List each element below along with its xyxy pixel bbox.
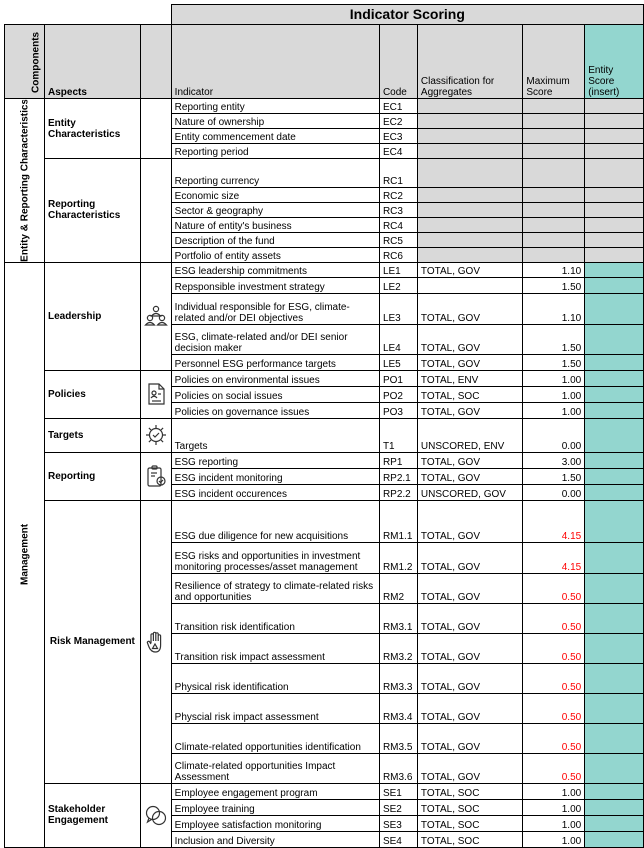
code-cell: LE2 xyxy=(379,277,417,293)
aspects-header: Aspects xyxy=(45,25,141,99)
entity-score-input[interactable] xyxy=(585,799,644,815)
table-row xyxy=(5,370,644,386)
max-score-cell: 1.00 xyxy=(523,370,585,386)
indicator-cell: Climate-related opportunities identification xyxy=(171,723,379,753)
classification-cell xyxy=(417,144,522,159)
entity-score-input[interactable] xyxy=(585,468,644,484)
classification-cell xyxy=(417,277,522,293)
code-cell: SE3 xyxy=(379,815,417,831)
classification-cell: TOTAL, ENV xyxy=(417,370,522,386)
aspect-policies: Policies xyxy=(45,370,141,418)
entity-score-input[interactable] xyxy=(585,815,644,831)
indicator-cell: Reporting period xyxy=(171,144,379,159)
aspect-icon-cell xyxy=(140,99,171,159)
code-cell: EC1 xyxy=(379,99,417,114)
entity-score-input[interactable] xyxy=(585,247,644,262)
entity-score-input[interactable] xyxy=(585,114,644,129)
indicator-cell: Policies on environmental issues xyxy=(171,370,379,386)
icon-column-header xyxy=(140,25,171,99)
table-title: Indicator Scoring xyxy=(171,5,643,25)
code-cell: EC3 xyxy=(379,129,417,144)
entity-score-input[interactable] xyxy=(585,542,644,573)
code-cell: RM3.1 xyxy=(379,603,417,633)
raised-hand-warning-icon xyxy=(144,630,168,654)
code-cell: RP2.2 xyxy=(379,484,417,500)
code-cell: RM1.1 xyxy=(379,500,417,542)
classification-cell xyxy=(417,99,522,114)
entity-score-input[interactable] xyxy=(585,202,644,217)
entity-score-input[interactable] xyxy=(585,144,644,159)
max-score-cell: 1.50 xyxy=(523,354,585,370)
max-score-cell: 1.50 xyxy=(523,277,585,293)
indicator-cell: ESG, climate-related and/or DEI senior decision maker xyxy=(171,324,379,354)
code-cell: RM1.2 xyxy=(379,542,417,573)
aspect-icon-cell xyxy=(140,418,171,452)
max-score-cell xyxy=(523,202,585,217)
classification-cell: TOTAL, SOC xyxy=(417,386,522,402)
classification-cell: TOTAL, GOV xyxy=(417,633,522,663)
entity-score-input[interactable] xyxy=(585,783,644,799)
people-group-icon xyxy=(144,304,168,328)
entity-score-input[interactable] xyxy=(585,354,644,370)
component-entity-reporting: Entity & Reporting Characteristics xyxy=(5,99,45,263)
entity-score-input[interactable] xyxy=(585,324,644,354)
indicator-cell: Climate-related opportunities Impact Assessment xyxy=(171,753,379,783)
classification-cell: TOTAL, SOC xyxy=(417,815,522,831)
indicator-cell: Policies on social issues xyxy=(171,386,379,402)
indicator-scoring-table xyxy=(4,4,644,848)
table-row xyxy=(5,159,644,188)
classification-cell: UNSCORED, GOV xyxy=(417,484,522,500)
aspect-icon-cell xyxy=(140,452,171,500)
max-score-cell: 1.50 xyxy=(523,468,585,484)
entity-score-input[interactable] xyxy=(585,129,644,144)
classification-cell: TOTAL, GOV xyxy=(417,402,522,418)
code-cell: LE1 xyxy=(379,262,417,277)
code-cell: RM3.4 xyxy=(379,693,417,723)
aspect-reporting: Reporting xyxy=(45,452,141,500)
classification-cell xyxy=(417,129,522,144)
entity-score-input[interactable] xyxy=(585,418,644,452)
indicator-cell: ESG leadership commitments xyxy=(171,262,379,277)
classification-cell: TOTAL, GOV xyxy=(417,542,522,573)
classification-cell: TOTAL, SOC xyxy=(417,783,522,799)
max-score-cell xyxy=(523,99,585,114)
table-row xyxy=(5,418,644,452)
indicator-cell: Economic size xyxy=(171,187,379,202)
indicator-cell: Employee engagement program xyxy=(171,783,379,799)
code-cell: PO1 xyxy=(379,370,417,386)
indicator-cell: Reporting entity xyxy=(171,99,379,114)
entity-score-input[interactable] xyxy=(585,500,644,542)
classification-header: Classification for Aggregates xyxy=(417,25,522,99)
code-cell: RM2 xyxy=(379,573,417,603)
classification-cell: TOTAL, SOC xyxy=(417,831,522,847)
indicator-cell: ESG reporting xyxy=(171,452,379,468)
entity-score-input[interactable] xyxy=(585,370,644,386)
table-row xyxy=(5,452,644,468)
max-score-cell: 0.50 xyxy=(523,753,585,783)
max-score-cell: 0.50 xyxy=(523,663,585,693)
indicator-cell: Nature of entity's business xyxy=(171,217,379,232)
code-cell: SE4 xyxy=(379,831,417,847)
indicator-cell: ESG incident monitoring xyxy=(171,468,379,484)
classification-cell: TOTAL, GOV xyxy=(417,293,522,324)
entity-score-input[interactable] xyxy=(585,723,644,753)
max-score-cell: 1.00 xyxy=(523,386,585,402)
code-cell: RP1 xyxy=(379,452,417,468)
indicator-cell: Employee training xyxy=(171,799,379,815)
code-header: Code xyxy=(379,25,417,99)
entity-score-input[interactable] xyxy=(585,187,644,202)
classification-cell: TOTAL, GOV xyxy=(417,663,522,693)
indicator-cell: Entity commencement date xyxy=(171,129,379,144)
entity-score-input[interactable] xyxy=(585,386,644,402)
policy-document-icon xyxy=(144,382,168,406)
code-cell: RC6 xyxy=(379,247,417,262)
indicator-cell: Employee satisfaction monitoring xyxy=(171,815,379,831)
indicator-cell: Portfolio of entity assets xyxy=(171,247,379,262)
entity-score-input[interactable] xyxy=(585,217,644,232)
indicator-cell: Physical risk identification xyxy=(171,663,379,693)
classification-cell xyxy=(417,247,522,262)
max-score-cell xyxy=(523,114,585,129)
classification-cell: TOTAL, GOV xyxy=(417,603,522,633)
classification-cell xyxy=(417,187,522,202)
indicator-cell: Individual responsible for ESG, climate-related and/or DEI objectives xyxy=(171,293,379,324)
classification-cell xyxy=(417,217,522,232)
max-score-cell: 0.00 xyxy=(523,484,585,500)
indicator-cell: Transition risk identification xyxy=(171,603,379,633)
aspect-icon-cell xyxy=(140,783,171,847)
indicator-cell: Repsponsible investment strategy xyxy=(171,277,379,293)
max-score-cell xyxy=(523,144,585,159)
chat-bubbles-icon xyxy=(144,803,168,827)
table-row xyxy=(5,262,644,277)
classification-cell: TOTAL, GOV xyxy=(417,753,522,783)
indicator-cell: Resilience of strategy to climate-related risks and opportunities xyxy=(171,573,379,603)
max-score-cell: 0.50 xyxy=(523,573,585,603)
indicator-cell: Reporting currency xyxy=(171,159,379,188)
code-cell: SE2 xyxy=(379,799,417,815)
entity-score-input[interactable] xyxy=(585,293,644,324)
aspect-entity-characteristics: Entity Characteristics xyxy=(45,99,141,159)
classification-cell: TOTAL, GOV xyxy=(417,262,522,277)
components-header: Components xyxy=(5,25,45,99)
code-cell: RC2 xyxy=(379,187,417,202)
indicator-cell: ESG due diligence for new acquisitions xyxy=(171,500,379,542)
entity-score-input[interactable] xyxy=(585,753,644,783)
component-management: Management xyxy=(5,262,45,847)
max-score-cell xyxy=(523,247,585,262)
classification-cell: TOTAL, GOV xyxy=(417,723,522,753)
indicator-cell: Targets xyxy=(171,418,379,452)
entity-score-header: Entity Score (insert) xyxy=(585,25,644,99)
indicator-cell: Policies on governance issues xyxy=(171,402,379,418)
classification-cell xyxy=(417,202,522,217)
entity-score-input[interactable] xyxy=(585,262,644,277)
max-score-cell: 1.10 xyxy=(523,262,585,277)
entity-score-input[interactable] xyxy=(585,452,644,468)
aspect-risk-management: Risk Management xyxy=(45,500,141,783)
entity-score-input[interactable] xyxy=(585,277,644,293)
classification-cell: TOTAL, SOC xyxy=(417,799,522,815)
table-row xyxy=(5,500,644,542)
classification-cell xyxy=(417,159,522,188)
entity-score-input[interactable] xyxy=(585,159,644,188)
indicator-cell: Sector & geography xyxy=(171,202,379,217)
aspect-stakeholder-engagement: Stakeholder Engagement xyxy=(45,783,141,847)
max-score-cell: 0.50 xyxy=(523,633,585,663)
blank-corner xyxy=(5,5,172,25)
entity-score-input[interactable] xyxy=(585,831,644,847)
max-score-cell: 0.50 xyxy=(523,723,585,753)
max-score-cell xyxy=(523,217,585,232)
max-score-cell xyxy=(523,129,585,144)
max-score-header: Maximum Score xyxy=(523,25,585,99)
indicator-cell: ESG risks and opportunities in investment monitoring processes/asset management xyxy=(171,542,379,573)
max-score-cell: 0.50 xyxy=(523,603,585,633)
max-score-cell: 1.00 xyxy=(523,783,585,799)
table-row xyxy=(5,99,644,114)
max-score-cell: 1.00 xyxy=(523,402,585,418)
classification-cell xyxy=(417,114,522,129)
indicator-cell: Transition risk impact assessment xyxy=(171,633,379,663)
code-cell: LE3 xyxy=(379,293,417,324)
aspect-icon-cell xyxy=(140,500,171,783)
aspect-targets: Targets xyxy=(45,418,141,452)
indicator-cell: Physcial risk impact assessment xyxy=(171,693,379,723)
classification-cell: TOTAL, GOV xyxy=(417,468,522,484)
indicator-cell: ESG incident occurences xyxy=(171,484,379,500)
code-cell: SE1 xyxy=(379,783,417,799)
code-cell: T1 xyxy=(379,418,417,452)
entity-score-input[interactable] xyxy=(585,603,644,633)
code-cell: RM3.5 xyxy=(379,723,417,753)
indicator-cell: Description of the fund xyxy=(171,232,379,247)
code-cell: RC1 xyxy=(379,159,417,188)
max-score-cell xyxy=(523,232,585,247)
indicator-cell: Personnel ESG performance targets xyxy=(171,354,379,370)
code-cell: PO3 xyxy=(379,402,417,418)
classification-cell: TOTAL, GOV xyxy=(417,573,522,603)
code-cell: EC2 xyxy=(379,114,417,129)
classification-cell: TOTAL, GOV xyxy=(417,693,522,723)
entity-score-input[interactable] xyxy=(585,402,644,418)
entity-score-input[interactable] xyxy=(585,99,644,114)
entity-score-input[interactable] xyxy=(585,693,644,723)
clipboard-check-icon xyxy=(144,464,168,488)
code-cell: RM3.6 xyxy=(379,753,417,783)
entity-score-input[interactable] xyxy=(585,573,644,603)
indicator-cell: Inclusion and Diversity xyxy=(171,831,379,847)
max-score-cell: 1.00 xyxy=(523,799,585,815)
classification-cell xyxy=(417,232,522,247)
code-cell: RM3.2 xyxy=(379,633,417,663)
max-score-cell: 1.50 xyxy=(523,324,585,354)
max-score-cell: 4.15 xyxy=(523,542,585,573)
aspect-icon-cell xyxy=(140,370,171,418)
aspect-leadership: Leadership xyxy=(45,262,141,370)
indicator-cell: Nature of ownership xyxy=(171,114,379,129)
max-score-cell: 4.15 xyxy=(523,500,585,542)
entity-score-input[interactable] xyxy=(585,633,644,663)
max-score-cell: 3.00 xyxy=(523,452,585,468)
max-score-cell xyxy=(523,187,585,202)
max-score-cell xyxy=(523,159,585,188)
code-cell: RM3.3 xyxy=(379,663,417,693)
code-cell: LE5 xyxy=(379,354,417,370)
classification-cell: TOTAL, GOV xyxy=(417,500,522,542)
classification-cell: TOTAL, GOV xyxy=(417,324,522,354)
code-cell: PO2 xyxy=(379,386,417,402)
table-row xyxy=(5,783,644,799)
classification-cell: TOTAL, GOV xyxy=(417,452,522,468)
code-cell: LE4 xyxy=(379,324,417,354)
max-score-cell: 1.00 xyxy=(523,831,585,847)
aspect-reporting-characteristics: Reporting Characteristics xyxy=(45,159,141,263)
classification-cell: UNSCORED, ENV xyxy=(417,418,522,452)
entity-score-input[interactable] xyxy=(585,663,644,693)
code-cell: RC5 xyxy=(379,232,417,247)
gear-check-icon xyxy=(144,423,168,447)
max-score-cell: 1.10 xyxy=(523,293,585,324)
code-cell: RC3 xyxy=(379,202,417,217)
aspect-icon-cell xyxy=(140,262,171,370)
entity-score-input[interactable] xyxy=(585,232,644,247)
code-cell: EC4 xyxy=(379,144,417,159)
indicator-header: Indicator xyxy=(171,25,379,99)
classification-cell: TOTAL, GOV xyxy=(417,354,522,370)
code-cell: RP2.1 xyxy=(379,468,417,484)
max-score-cell: 0.50 xyxy=(523,693,585,723)
max-score-cell: 1.00 xyxy=(523,815,585,831)
aspect-icon-cell xyxy=(140,159,171,263)
code-cell: RC4 xyxy=(379,217,417,232)
entity-score-input[interactable] xyxy=(585,484,644,500)
max-score-cell: 0.00 xyxy=(523,418,585,452)
